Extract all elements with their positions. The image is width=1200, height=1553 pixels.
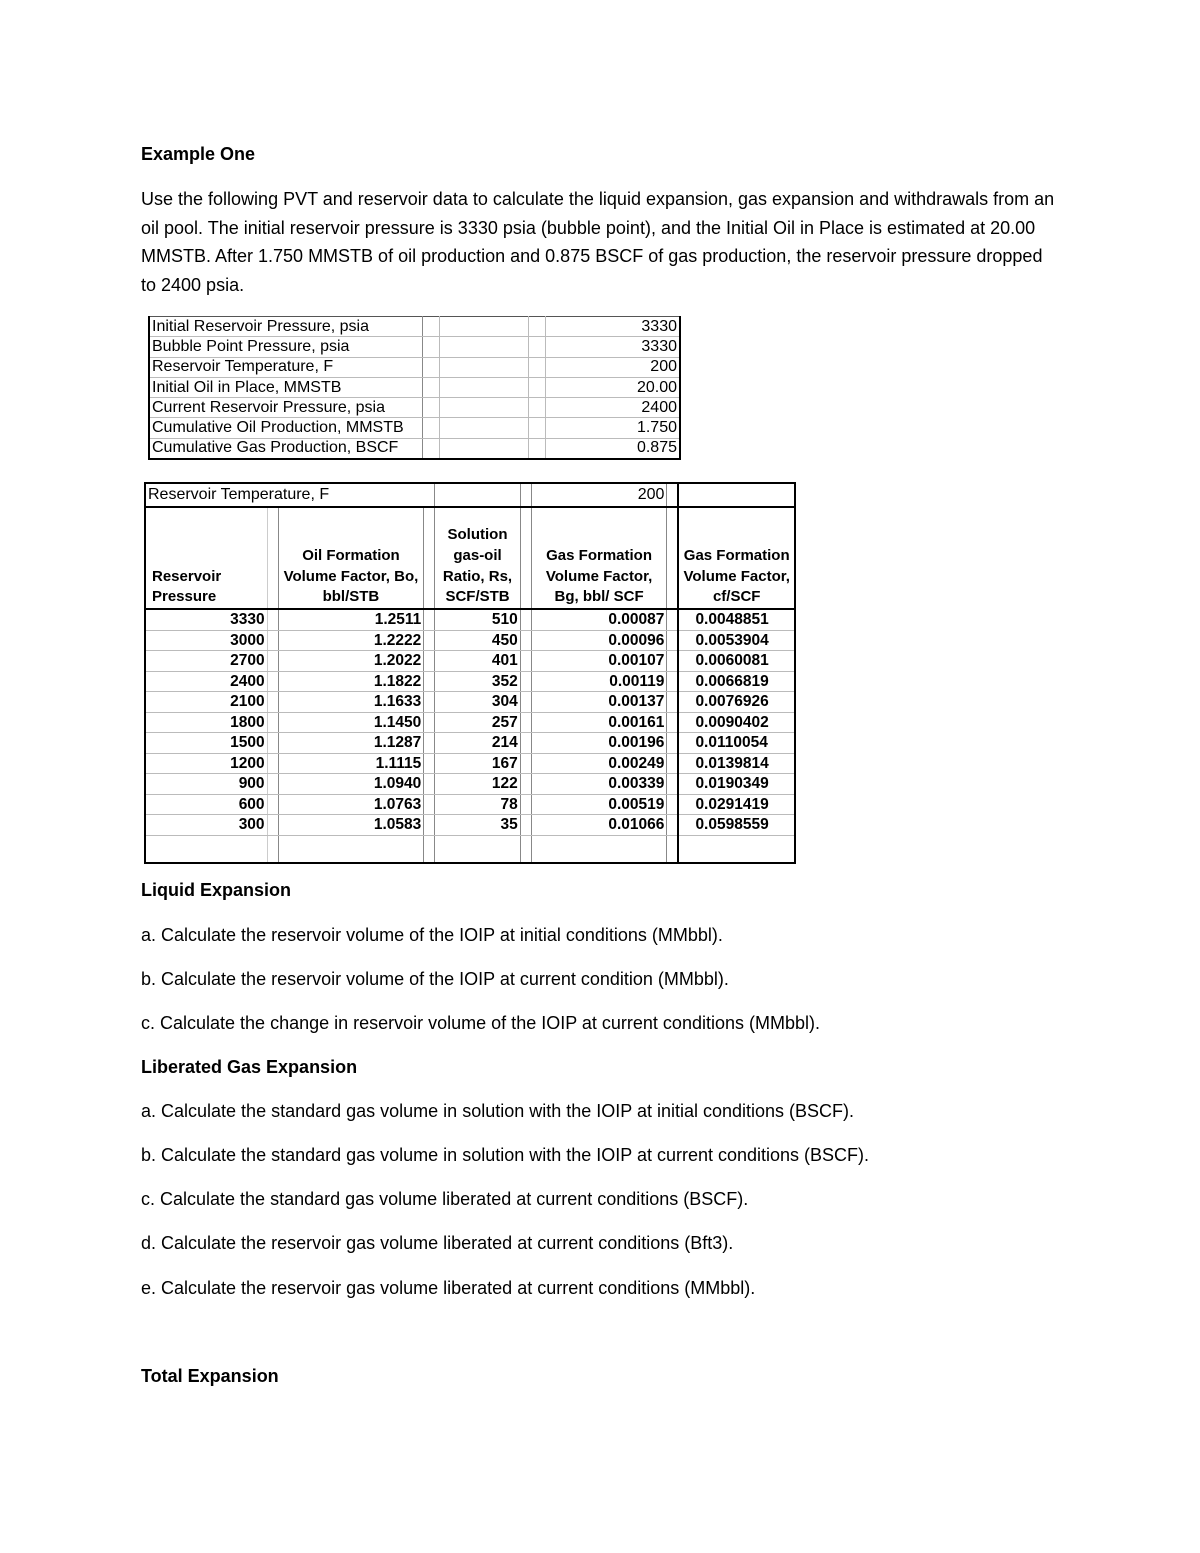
gas-item-e: e. Calculate the reservoir gas volume liberated at current conditions (MMbbl). xyxy=(141,1278,756,1298)
pvt-data-row xyxy=(145,651,795,672)
pvt-data-row xyxy=(145,671,795,692)
cell-bg-bbl: 0.00161 xyxy=(531,712,667,733)
cell-rs: 304 xyxy=(435,692,520,713)
reservoir-data-label: Current Reservoir Pressure, psia xyxy=(149,398,423,418)
reservoir-data-label: Initial Reservoir Pressure, psia xyxy=(149,317,423,337)
reservoir-data-label: Cumulative Gas Production, BSCF xyxy=(149,438,423,459)
reservoir-data-row xyxy=(149,418,680,438)
pvt-data-row xyxy=(145,753,795,774)
pvt-data-row xyxy=(145,630,795,651)
cell-rs: 78 xyxy=(435,794,520,815)
cell-bg-cf: 0.0066819 xyxy=(678,671,795,692)
cell-bg-bbl: 0.01066 xyxy=(531,815,667,836)
cell-rs: 401 xyxy=(435,651,520,672)
cell-bg-cf: 0.0110054 xyxy=(678,733,795,754)
cell-pressure: 3330 xyxy=(145,609,267,630)
header-bg-cf: Gas Formation Volume Factor, cf/SCF xyxy=(678,507,795,609)
cell-pressure: 600 xyxy=(145,794,267,815)
cell-rs: 257 xyxy=(435,712,520,733)
cell-pressure: 2100 xyxy=(145,692,267,713)
pvt-empty-row xyxy=(145,835,795,863)
cell-bg-bbl: 0.00096 xyxy=(531,630,667,651)
cell-bg-cf: 0.0139814 xyxy=(678,753,795,774)
gas-expansion-title: Liberated Gas Expansion xyxy=(141,1057,358,1077)
cell-bg-cf: 0.0291419 xyxy=(678,794,795,815)
header-bo: Oil Formation Volume Factor, Bo, bbl/STB xyxy=(278,507,424,609)
pvt-table-container xyxy=(144,482,796,864)
reservoir-data-value: 1.750 xyxy=(546,418,681,438)
example-title: Example One xyxy=(141,144,256,164)
header-rs: Solution gas-oil Ratio, Rs, SCF/STB xyxy=(435,507,520,609)
cell-rs: 167 xyxy=(435,753,520,774)
reservoir-data-label: Bubble Point Pressure, psia xyxy=(149,337,423,357)
reservoir-data-value: 2400 xyxy=(546,398,681,418)
cell-bg-bbl: 0.00137 xyxy=(531,692,667,713)
cell-bo: 1.2222 xyxy=(278,630,424,651)
cell-rs: 122 xyxy=(435,774,520,795)
cell-bg-cf: 0.0190349 xyxy=(678,774,795,795)
cell-bo: 1.1115 xyxy=(278,753,424,774)
gas-item-c: c. Calculate the standard gas volume liberated at current conditions (BSCF). xyxy=(141,1189,749,1209)
reservoir-data-label: Initial Oil in Place, MMSTB xyxy=(149,377,423,397)
cell-bg-bbl: 0.00119 xyxy=(531,671,667,692)
cell-bo: 1.1450 xyxy=(278,712,424,733)
gas-item-a: a. Calculate the standard gas volume in solution with the IOIP at initial conditions (BSCF). xyxy=(141,1101,855,1121)
reservoir-data-row xyxy=(149,438,680,459)
cell-bg-cf: 0.0060081 xyxy=(678,651,795,672)
cell-bo: 1.0583 xyxy=(278,815,424,836)
reservoir-data-row xyxy=(149,398,680,418)
pvt-data-row xyxy=(145,712,795,733)
cell-pressure: 1800 xyxy=(145,712,267,733)
cell-bo: 1.0763 xyxy=(278,794,424,815)
pvt-data-row xyxy=(145,609,795,630)
reservoir-data-value: 200 xyxy=(546,357,681,377)
pvt-title-value: 200 xyxy=(531,483,667,507)
pvt-table xyxy=(144,482,796,864)
cell-rs: 510 xyxy=(435,609,520,630)
pvt-data-row xyxy=(145,692,795,713)
reservoir-data-row xyxy=(149,377,680,397)
header-bg-bbl: Gas Formation Volume Factor, Bg, bbl/ SCF xyxy=(531,507,667,609)
reservoir-data-value: 20.00 xyxy=(546,377,681,397)
reservoir-data-label: Cumulative Oil Production, MMSTB xyxy=(149,418,423,438)
pvt-data-row xyxy=(145,774,795,795)
cell-pressure: 300 xyxy=(145,815,267,836)
reservoir-data-row xyxy=(149,317,680,337)
liquid-expansion-title: Liquid Expansion xyxy=(141,880,292,900)
pvt-data-row xyxy=(145,815,795,836)
cell-bg-bbl: 0.00107 xyxy=(531,651,667,672)
cell-rs: 450 xyxy=(435,630,520,651)
cell-bo: 1.0940 xyxy=(278,774,424,795)
liquid-item-b: b. Calculate the reservoir volume of the IOIP at current condition (MMbbl). xyxy=(141,969,729,989)
cell-bg-bbl: 0.00196 xyxy=(531,733,667,754)
reservoir-data-value: 0.875 xyxy=(546,438,681,459)
cell-bg-bbl: 0.00339 xyxy=(531,774,667,795)
reservoir-data-row xyxy=(149,357,680,377)
cell-bg-cf: 0.0076926 xyxy=(678,692,795,713)
cell-bo: 1.1822 xyxy=(278,671,424,692)
cell-bo: 1.2511 xyxy=(278,609,424,630)
cell-pressure: 1500 xyxy=(145,733,267,754)
reservoir-data-value: 3330 xyxy=(546,337,681,357)
cell-bg-bbl: 0.00519 xyxy=(531,794,667,815)
pvt-data-row xyxy=(145,794,795,815)
cell-bg-cf: 0.0048851 xyxy=(678,609,795,630)
cell-bg-cf: 0.0598559 xyxy=(678,815,795,836)
cell-pressure: 1200 xyxy=(145,753,267,774)
cell-pressure: 2400 xyxy=(145,671,267,692)
reservoir-data-label: Reservoir Temperature, F xyxy=(149,357,423,377)
cell-pressure: 2700 xyxy=(145,651,267,672)
reservoir-data-row xyxy=(149,337,680,357)
pvt-data-row xyxy=(145,733,795,754)
cell-pressure: 900 xyxy=(145,774,267,795)
cell-bg-bbl: 0.00249 xyxy=(531,753,667,774)
pvt-title-row xyxy=(145,483,795,507)
intro-paragraph: Use the following PVT and reservoir data to calculate the liquid expansion, gas expansion and withdrawals from an oil pool. The initial reservoir pressure is 3330 psia (bubble point), and the Initial Oil in Place is estimated at 20.00 MMSTB. After 1.750 MMSTB of oil production and 0.875 BSCF of gas production, the reservoir pressure dropped to 2400 psia. xyxy=(141,189,1055,295)
liquid-item-c: c. Calculate the change in reservoir volume of the IOIP at current conditions (MMbbl). xyxy=(141,1013,820,1033)
cell-bo: 1.1287 xyxy=(278,733,424,754)
cell-bg-cf: 0.0053904 xyxy=(678,630,795,651)
gas-item-b: b. Calculate the standard gas volume in solution with the IOIP at current conditions (BSCF). xyxy=(141,1145,870,1165)
pvt-header-row xyxy=(145,507,795,609)
cell-rs: 214 xyxy=(435,733,520,754)
cell-bg-cf: 0.0090402 xyxy=(678,712,795,733)
liquid-item-a: a. Calculate the reservoir volume of the IOIP at initial conditions (MMbbl). xyxy=(141,925,723,945)
reservoir-data-value: 3330 xyxy=(546,317,681,337)
cell-bo: 1.1633 xyxy=(278,692,424,713)
cell-bg-bbl: 0.00087 xyxy=(531,609,667,630)
cell-rs: 35 xyxy=(435,815,520,836)
cell-pressure: 3000 xyxy=(145,630,267,651)
pvt-title-label: Reservoir Temperature, F xyxy=(145,483,424,507)
total-expansion-title: Total Expansion xyxy=(141,1366,279,1386)
cell-rs: 352 xyxy=(435,671,520,692)
header-pressure: Reservoir Pressure xyxy=(145,507,267,609)
reservoir-data-table xyxy=(148,316,681,460)
gas-item-d: d. Calculate the reservoir gas volume liberated at current conditions (Bft3). xyxy=(141,1233,734,1253)
cell-bo: 1.2022 xyxy=(278,651,424,672)
